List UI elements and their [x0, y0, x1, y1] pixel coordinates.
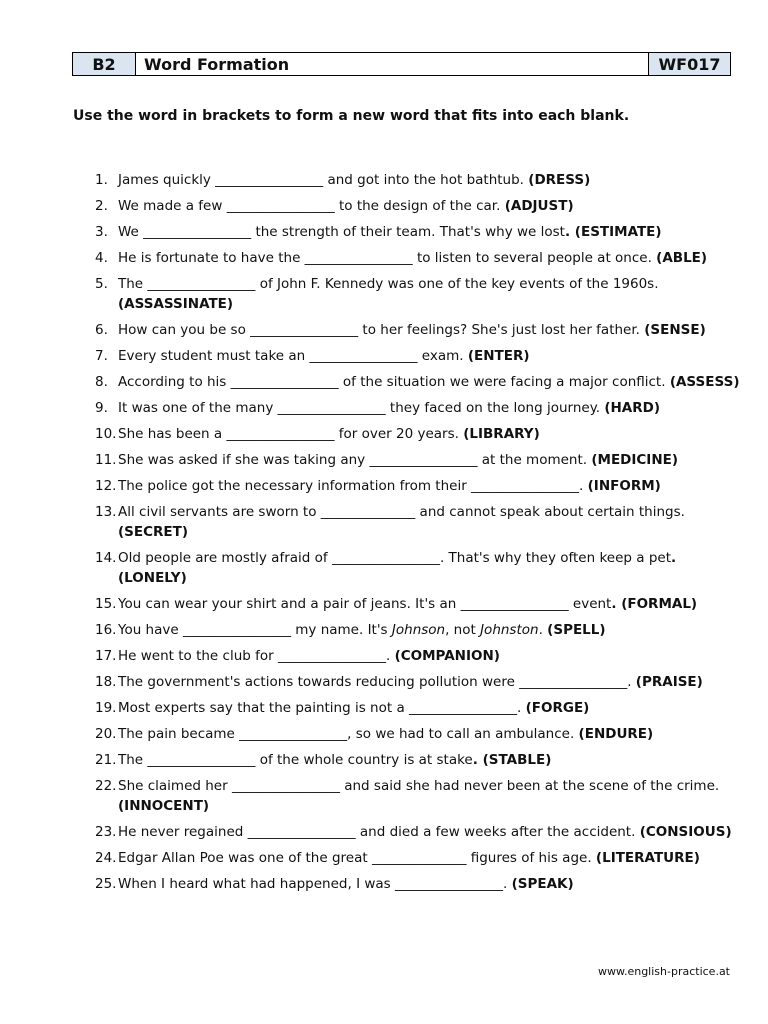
sentence-text: She has been a ________________ for over 20 years.: [118, 426, 464, 442]
exercise-list: [95, 170, 745, 900]
sentence-text: Edgar Allan Poe was one of the great ______________ figures of his age.: [118, 850, 596, 866]
sentence-text: Most experts say that the painting is not a ________________.: [118, 700, 526, 716]
item-number: 3.: [95, 224, 108, 240]
exercise-item: [95, 372, 745, 392]
sentence-text: You have ________________ my name. It's: [118, 622, 392, 638]
exercise-item: [95, 248, 745, 268]
exercise-item: [95, 594, 745, 614]
item-sentence: [118, 646, 745, 666]
base-word: . (ESTIMATE): [564, 224, 662, 240]
sentence-text: When I heard what had happened, I was ________________.: [118, 876, 512, 892]
item-sentence: [118, 476, 745, 496]
base-word: (SPELL): [547, 622, 606, 638]
sentence-text: The ________________ of John F. Kennedy was one of the key events of the 1960s.: [118, 276, 659, 292]
sentence-text: Old people are mostly afraid of ________________. That's why they often keep a pet: [118, 550, 672, 566]
item-number: 20.: [95, 726, 117, 742]
item-number: 19.: [95, 700, 117, 716]
base-word: (CONSIOUS): [639, 824, 732, 840]
item-number: 1.: [95, 172, 108, 188]
item-number: 18.: [95, 674, 117, 690]
base-word: (ASSESS): [669, 374, 740, 390]
sentence-text: She was asked if she was taking any ________________ at the moment.: [118, 452, 592, 468]
base-word: (ASSASSINATE): [118, 296, 234, 312]
base-word: (PRAISE): [635, 674, 703, 690]
item-sentence: [118, 672, 745, 692]
worksheet-title: Word Formation: [136, 53, 648, 75]
exercise-item: [95, 196, 745, 216]
exercise-item: [95, 320, 745, 340]
sentence-text: All civil servants are sworn to ______________ and cannot speak about certain things.: [118, 504, 685, 520]
item-number: 8.: [95, 374, 108, 390]
exercise-item: [95, 548, 745, 588]
item-number: 25.: [95, 876, 117, 892]
item-number: 4.: [95, 250, 108, 266]
base-word: (COMPANION): [394, 648, 500, 664]
item-sentence: [118, 620, 745, 640]
sentence-text: How can you be so ________________ to her feelings? She's just lost her father.: [118, 322, 645, 338]
item-sentence: [118, 346, 745, 366]
item-number: 2.: [95, 198, 108, 214]
exercise-item: [95, 822, 745, 842]
item-sentence: [118, 372, 745, 392]
exercise-item: [95, 646, 745, 666]
item-number: 14.: [95, 550, 117, 566]
base-word: (MEDICINE): [591, 452, 679, 468]
base-word: . (FORMAL): [611, 596, 698, 612]
exercise-item: [95, 874, 745, 894]
footer-url: www.english-practice.at: [597, 965, 730, 978]
item-number: 17.: [95, 648, 117, 664]
exercise-item: [95, 672, 745, 692]
base-word: (LITERATURE): [595, 850, 700, 866]
sentence-text: The government's actions towards reducing pollution were ________________.: [118, 674, 636, 690]
item-sentence: [118, 502, 745, 542]
base-word: (SPEAK): [511, 876, 574, 892]
item-sentence: [118, 320, 745, 340]
item-sentence: [118, 874, 745, 894]
sentence-text: Johnson: [391, 622, 446, 638]
sentence-text: She claimed her ________________ and said she had never been at the scene of the crime.: [118, 778, 720, 794]
base-word: (INFORM): [587, 478, 661, 494]
item-sentence: [118, 398, 745, 418]
item-number: 10.: [95, 426, 117, 442]
exercise-item: [95, 346, 745, 366]
worksheet-header: [72, 52, 731, 76]
base-word: (ENDURE): [578, 726, 654, 742]
exercise-item: [95, 170, 745, 190]
exercise-item: [95, 698, 745, 718]
sentence-text: Johnston: [480, 622, 539, 638]
sentence-text: James quickly ________________ and got into the hot bathtub.: [118, 172, 529, 188]
sentence-text: The police got the necessary information from their ________________.: [118, 478, 588, 494]
base-word: . (STABLE): [472, 752, 552, 768]
exercise-item: [95, 424, 745, 444]
item-sentence: [118, 274, 745, 314]
item-number: 12.: [95, 478, 117, 494]
base-word: (SECRET): [118, 524, 189, 540]
sentence-text: He went to the club for ________________.: [118, 648, 395, 664]
base-word: (HARD): [604, 400, 661, 416]
item-sentence: [118, 750, 745, 770]
base-word: (ABLE): [656, 250, 708, 266]
sentence-text: , not: [445, 622, 481, 638]
item-number: 7.: [95, 348, 108, 364]
item-number: 13.: [95, 504, 117, 520]
item-number: 24.: [95, 850, 117, 866]
sentence-text: .: [538, 622, 548, 638]
exercise-item: [95, 222, 745, 242]
sentence-text: We ________________ the strength of their team. That's why we lost: [118, 224, 565, 240]
exercise-item: [95, 476, 745, 496]
item-sentence: [118, 424, 745, 444]
base-word: . (LONELY): [118, 550, 677, 586]
exercise-item: [95, 450, 745, 470]
base-word: (SENSE): [644, 322, 706, 338]
exercise-item: [95, 848, 745, 868]
item-number: 5.: [95, 276, 108, 292]
base-word: (LIBRARY): [463, 426, 540, 442]
item-sentence: [118, 848, 745, 868]
sentence-text: You can wear your shirt and a pair of jeans. It's an ________________ event: [118, 596, 612, 612]
item-number: 16.: [95, 622, 117, 638]
base-word: (ADJUST): [504, 198, 574, 214]
item-number: 22.: [95, 778, 117, 794]
item-sentence: [118, 822, 745, 842]
sentence-text: It was one of the many ________________ they faced on the long journey.: [118, 400, 605, 416]
exercise-item: [95, 724, 745, 744]
exercise-item: [95, 274, 745, 314]
item-sentence: [118, 170, 745, 190]
item-number: 23.: [95, 824, 117, 840]
item-sentence: [118, 776, 745, 816]
item-number: 6.: [95, 322, 108, 338]
base-word: (ENTER): [467, 348, 530, 364]
sentence-text: According to his ________________ of the situation we were facing a major conflict.: [118, 374, 670, 390]
item-sentence: [118, 724, 745, 744]
item-sentence: [118, 248, 745, 268]
item-sentence: [118, 450, 745, 470]
item-sentence: [118, 548, 745, 588]
sentence-text: Every student must take an ________________ exam.: [118, 348, 468, 364]
exercise-item: [95, 398, 745, 418]
item-number: 21.: [95, 752, 117, 768]
sentence-text: He never regained ________________ and died a few weeks after the accident.: [118, 824, 640, 840]
exercise-item: [95, 750, 745, 770]
base-word: (DRESS): [528, 172, 591, 188]
item-number: 9.: [95, 400, 108, 416]
item-number: 11.: [95, 452, 117, 468]
item-sentence: [118, 196, 745, 216]
exercise-item: [95, 776, 745, 816]
exercise-item: [95, 620, 745, 640]
sentence-text: He is fortunate to have the ________________ to listen to several people at once.: [118, 250, 657, 266]
level-label: B2: [73, 53, 136, 75]
base-word: (INNOCENT): [118, 798, 210, 814]
item-sentence: [118, 222, 745, 242]
sentence-text: We made a few ________________ to the design of the car.: [118, 198, 505, 214]
exercise-item: [95, 502, 745, 542]
sentence-text: The ________________ of the whole country is at stake: [118, 752, 473, 768]
worksheet-code: WF017: [648, 53, 730, 75]
item-sentence: [118, 698, 745, 718]
instruction-text: Use the word in brackets to form a new word that fits into each blank.: [73, 108, 630, 124]
item-number: 15.: [95, 596, 117, 612]
item-sentence: [118, 594, 745, 614]
base-word: (FORGE): [525, 700, 590, 716]
sentence-text: The pain became ________________, so we had to call an ambulance.: [118, 726, 579, 742]
